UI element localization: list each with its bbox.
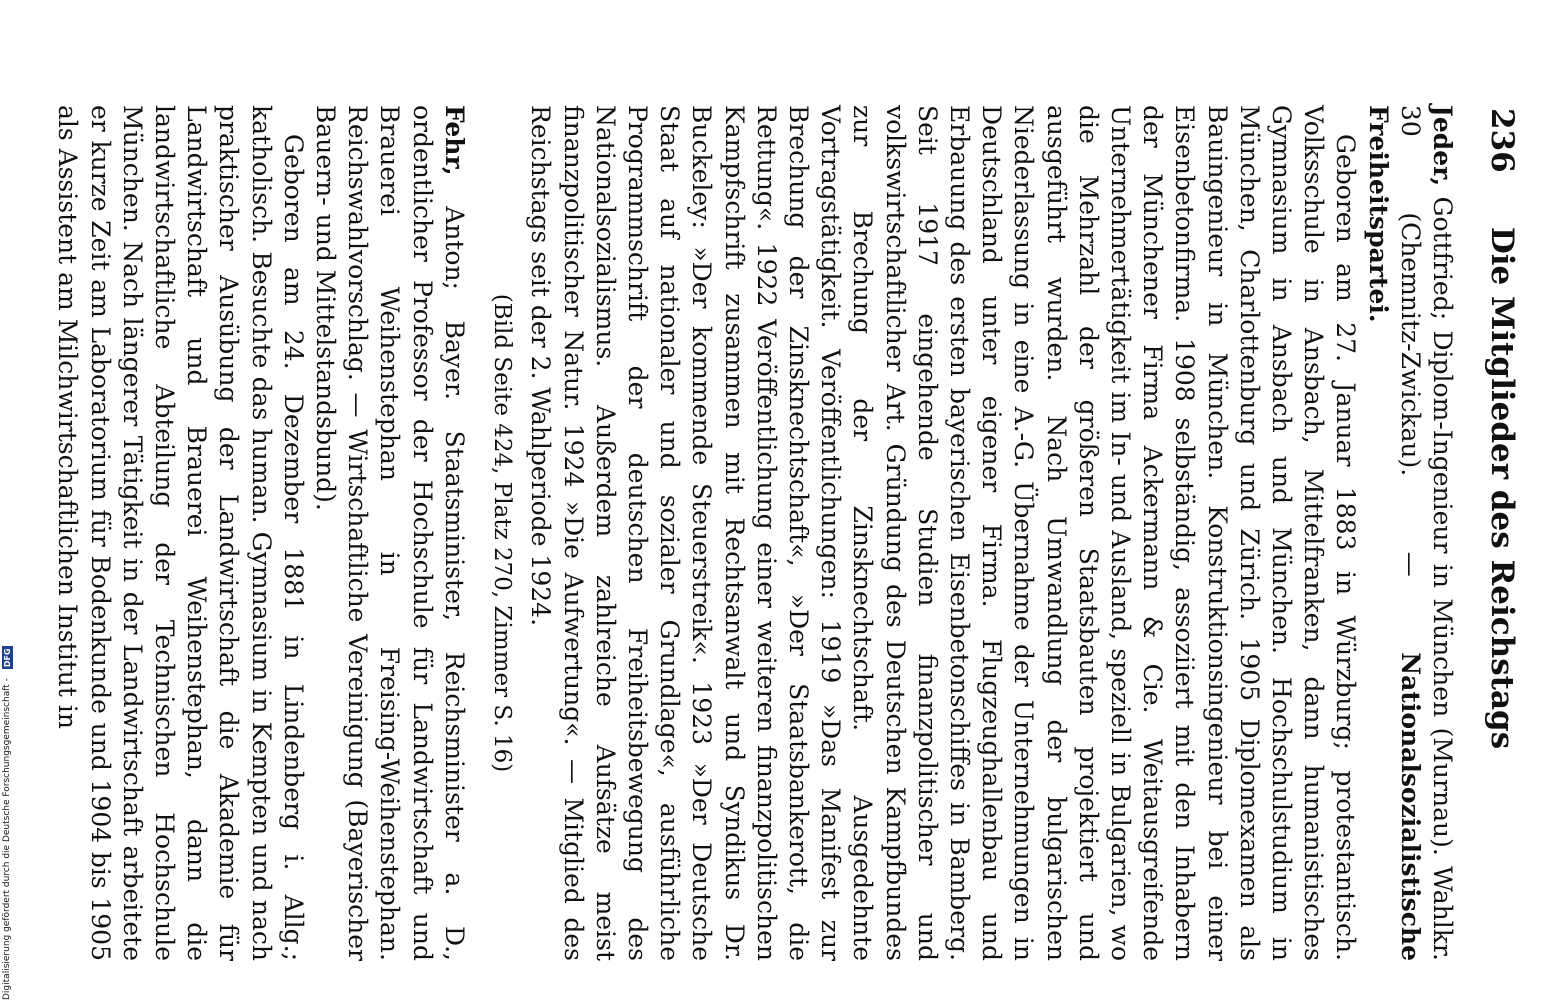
running-title: Die Mitglieder des Reichstags — [1484, 226, 1520, 750]
entry-note: (Bild Seite 424, Platz 270, Zimmer S. 16) — [489, 293, 516, 773]
dfg-logo: DFG — [2, 648, 12, 668]
entry-party: Nationalsozialistische Freiheitspartei. — [1363, 105, 1425, 961]
entry-biography: Geboren am 24. Dezember 1881 in Lindenberg i. Allg.; katholisch. Besuchte das human. Gymnasium in Kempten und nach praktischer Ausübung der Landwirtschaft die Akademie für Landwirtschaft und Brauerei Weihenstephan, dann die landwirtschaftliche Abteilung der Technischen Hochschule München. Nach längerer Tätigkeit in der Landwirtschaft arbeitete er kurze Zeit am Laboratorium für Bodenkunde und 1904 bis 1905 als Assistent am Milchwirtschaftlichen Institut in — [53, 105, 308, 961]
page-header — [1476, 8, 1520, 968]
entry-heading-text: Anton; Bayer. Staatsminister, Reichsminister a. D., ordentlicher Professor der Hochschule für Landwirtschaft und Brauerei Weihenstephan in Freising-Weihenstephan. Reichswahlvorschlag. — Wirtschaftliche Vereinigung (Bayerischer Bauern- und Mittelstandsbund). — [311, 105, 469, 961]
entry-heading — [309, 105, 470, 961]
page-body — [51, 105, 1458, 961]
page-number: 236 — [1484, 108, 1520, 173]
rotated-page — [53, 8, 1520, 968]
entry-name: Jeder, — [1428, 105, 1457, 187]
entry-heading — [1361, 105, 1458, 961]
digitization-credit — [0, 600, 14, 1000]
entry-name: Fehr, — [439, 105, 469, 176]
entry-heading-text: Gottfried; Diplom-Ingenieur in München (Murnau). Wahlkr. 30 (Chemnitz-Zwickau). — — [1395, 105, 1457, 961]
entry-biography: Geboren am 27. Januar 1883 in Würzburg; protestantisch. Volksschule in Ansbach, Mittelfranken, dann humanistisches Gymnasium in Ansbach und München. Hochschulstudium in München, Charlottenburg und Zürich. 1905 Diplomexamen als Bauingenieur in München. Konstruktionsingenieur bei einer Eisenbetonfirma. 1908 selbständig, assoziiert mit den Inhabern der Münchener Firma Ackermann & Cie. Weitausgreifende Unternehmertätigkeit im In- und Ausland, speziell in Bulgarien, wo die Mehrzahl der größeren Staatsbauten projektiert und ausgeführt wurden. Nach Umwandlung der bulgarischen Niederlassung in eine A.-G. Übernahme der Unternehmungen in Deutschland unter eigener Firma. Flugzeughallenbau und Erbauung des ersten bayerischen Eisenbetonschiffes in Bamberg. Seit 1917 eingehende Studien finanzpolitischer und volkswirtschaftlicher Art. Gründung des Deutschen Kampfbundes zur Brechung der Zinsknechtschaft. Ausgedehnte Vortragstätigkeit. Veröffentlichungen: 1919 »Das Manifest zur Brechung der Zinsknechtschaft«, »Der Staatsbankerott, die Rettung«. 1922 Veröffentlichung einer weiteren finanzpolitischen Kampfschrift zusammen mit Rechtsanwalt und Syndikus Dr. Buckeley: »Der kommende Steuerstreik«. 1923 »Der Deutsche Staat auf nationaler und sozialer Grundlage«, ausführliche Programmschrift der deutschen Freiheitsbewegung des Nationalsozialismus. Außerdem zahlreiche Aufsätze meist finanzpolitischer Natur. 1924 »Die Aufwertung«. — Mitglied des Reichstags seit der 2. Wahlperiode 1924. — [526, 105, 1361, 961]
credit-text: Digitalisierung gefördert durch die Deutsche Forschungsgemeinschaft - — [2, 678, 12, 1000]
